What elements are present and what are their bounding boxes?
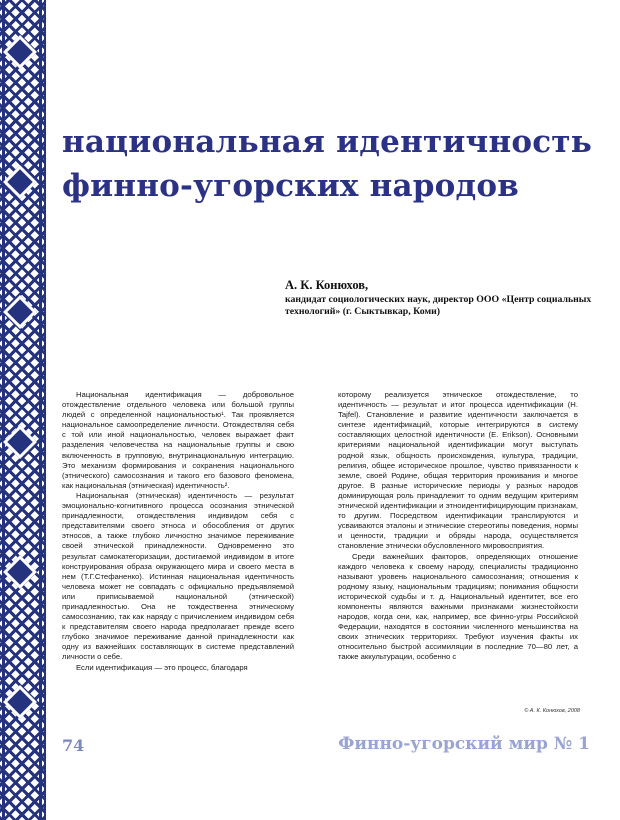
author-role: кандидат социологических наук, директор ООО «Центр социальных технологий» (г. Сыктывкар, Коми) (285, 294, 592, 317)
body-column-left (62, 390, 294, 673)
paragraph: Среди важнейших факторов, определяющих отношение каждого человека к своему народу, специалисты традиционно называют уровень национального самосознания; отношения к родному языку, национальным традициям; понимания общности исторической судьбы и т. д. Национальный идентитет, все его компоненты являются важными признаками жизнестойкости народов, когда они, как, например, все финно-угры Российской Федерации, находятся в состоянии численного меньшинства на своих этнических территориях. Требуют изучения факты их относительно быстрой ассимиляции в последние 70—80 лет, а также аккультурации, особенно с (338, 551, 578, 662)
paragraph: которому реализуется этническое отождествление, то идентичность — результат и итог процесса идентификации (H. Tajfel). Становление и развитие идентичности заключается в синтезе идентификаций, которые интегрируются в систему составляющих целостной идентичности (E. Erikson). Основными критериями национальной идентификации могут выступать родной язык, общность происхождения, культура, традиции, религия, общее историческое прошлое, чувство привязанности к земле, своей Родине, общая территория проживания и многое другое. В разные исторические периоды у разных народов доминирующая роль принадлежит то одним ведущим критериям этнической идентификации и этноидентифицирующим признакам, то другим. Посредством идентификации транслируются и усваиваются эталоны и этнические стереотипы поведения, нормы и ценности, традиции и обряды народа, осуществляется становление этнически обусловленного мировосприятия. (338, 390, 578, 551)
ornamental-border (0, 0, 46, 820)
diamond-ornament-icon (3, 685, 37, 719)
diamond-ornament-icon (3, 295, 37, 329)
author-block (285, 277, 605, 318)
page-number: 74 (62, 736, 85, 755)
paragraph: Национальная идентификация — добровольное отождествление отдельного человека или большой группы людей с определенной национальностью¹. Так проявляется национальное самоопределение личности. Отождествляя себя с той или иной национальностью, человек выражает факт разделения человечества на национальные группы и свою включенность в групповую, внутринациональную интеграцию. Это механизм формирования и сохранения национального (этнического) самосознания и такого его базового феномена, как национальная (этническая) идентичность². (62, 390, 294, 490)
body-column-right (338, 390, 578, 663)
diamond-ornament-icon (3, 555, 37, 589)
article-title (62, 120, 610, 208)
paragraph: Если идентификация — это процесс, благодаря (76, 662, 248, 672)
title-line-1: национальная идентичность (62, 124, 592, 160)
title-line-2: финно-угорских народов (62, 168, 520, 204)
journal-name: Финно-угорский мир № 1 (338, 734, 590, 754)
paragraph: Национальная (этническая) идентичность — результат эмоционально-когнитивного процесса осознания этнической принадлежности, отождествления индивидом себя с представителями своего этноса и обособления от других этносов, а также глубоко личностно значимое переживание своей этнической принадлежности. Одновременно это результат самокатегоризации, достигаемой индивидом в итоге конструирования образа окружающего мира и своего места в нем (Т.Г.Стефаненко). Истинная национальная идентичность человека может не совпадать с официально предъявляемой или приписываемой национальной (этнической) принадлежностью. Она не тождественна этническому самосознанию, так как наряду с причислением индивидом себя к представителям своего народа предполагает прежде всего глубоко значимое переживание данной принадлежности как одну из важнейших составляющих в системе представлений личности о себе. (62, 490, 294, 662)
copyright-notice: © А. К. Конюхов, 2008 (524, 708, 580, 714)
author-name: А. К. Конюхов, (285, 278, 369, 292)
diamond-ornament-icon (3, 425, 37, 459)
diamond-ornament-icon (3, 35, 37, 69)
diamond-ornament-icon (3, 165, 37, 199)
